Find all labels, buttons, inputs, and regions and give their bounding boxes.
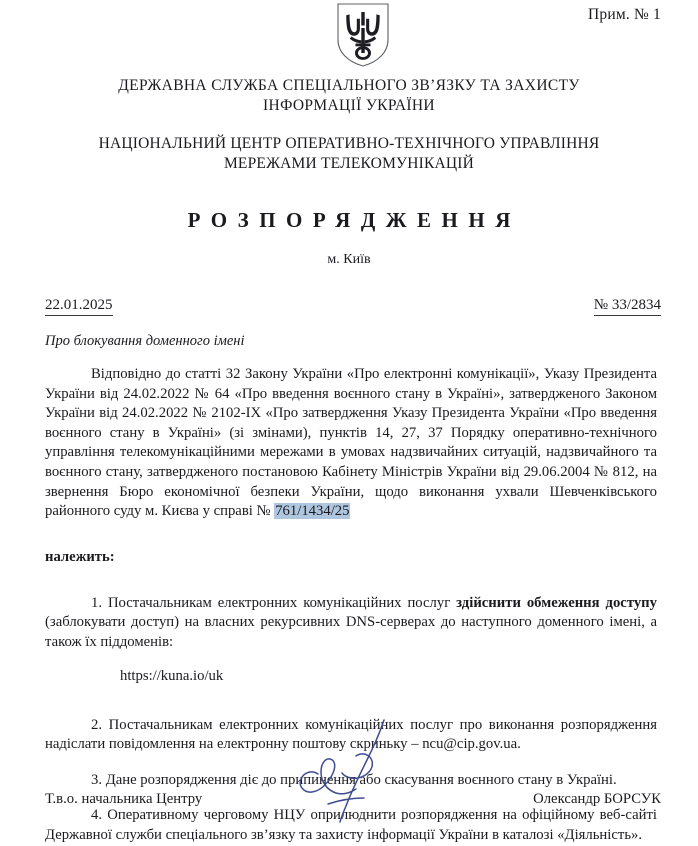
organisation-secondary-title: НАЦІОНАЛЬНИЙ ЦЕНТР ОПЕРАТИВНО-ТЕХНІЧНОГО УПРАВЛІННЯ МЕРЕЖАМИ ТЕЛЕКОМУНІКАЦІЙ — [98, 135, 600, 172]
blocked-url: https://kuna.io/uk — [120, 667, 224, 684]
document-body — [33, 365, 665, 535]
copy-number-label: Прим. № 1 — [587, 6, 661, 23]
preamble-text: Відповідно до статті 32 Закону України «Про електронні комунікації», Указу Президента України від 24.02.2022 № 64 «Про введення воєнного стану в Україні», затвердженого Законом України від 24.02.2022 № 2102-IX «Про затвердження Указу Президента України «Про введення воєнного стану в Україні» (зі змінами), пунктів 14, 27, 37 Порядку оперативно-технічного управління телекомунікаційними мережами в умовах надзвичайних ситуацій, надзвичайного та воєнного стану, затвердженого постановою Кабінету Міністрів України від 29.06.2004 № 812, на звернення Бюро економічної безпеки України, щодо виконання ухвали Шевченківського районного суду м. Києва у справі № — [45, 366, 657, 520]
item-1 — [45, 594, 657, 653]
organisation-primary-title: ДЕРЖАВНА СЛУЖБА СПЕЦІАЛЬНОГО ЗВ’ЯЗКУ ТА ЗАХИСТУ ІНФОРМАЦІЇ УКРАЇНИ — [118, 77, 580, 114]
document-meta-row — [33, 297, 665, 316]
signature-line — [45, 791, 661, 808]
document-city: м. Київ — [327, 252, 371, 267]
document-date: 22.01.2025 — [45, 297, 113, 316]
document-subject: Про блокування доменного імені — [45, 333, 245, 349]
signer-position: Т.в.о. начальника Центру — [45, 791, 203, 807]
document-items — [33, 581, 665, 653]
obligation-lead-word: належить: — [45, 548, 115, 565]
item-3: 3. Дане розпорядження діє до припинення або скасування воєнного стану в Україні. — [91, 771, 617, 788]
signature-area — [33, 718, 665, 808]
signer-name: Олександр БОРСУК — [533, 791, 661, 807]
item-1-suffix: (заблокувати доступ) на власних рекурсивних DNS-серверах до наступного доменного імені, а також їх піддоменів: — [45, 614, 657, 650]
preamble-paragraph — [45, 365, 657, 522]
case-number-highlight: 761/1434/25 — [275, 503, 350, 520]
document-type-title: РОЗПОРЯДЖЕННЯ — [187, 208, 521, 232]
document-header-bar — [33, 0, 665, 68]
item-1-emphasis: здійснити обмеження доступу — [456, 594, 657, 611]
ukraine-coat-of-arms-icon — [335, 2, 391, 68]
organisation-block — [33, 76, 665, 174]
document-number: № 33/2834 — [594, 297, 661, 316]
item-1-prefix: 1. Постачальникам електронних комунікаційних послуг — [91, 594, 457, 611]
item-2: 2. Постачальникам електронних комунікаційних послуг про виконання розпорядження надіслати повідомлення на електронну поштову скриньку – ncu@cip.gov.ua. — [45, 716, 657, 753]
item-4: 4. Оперативному черговому НЦУ оприлюднити розпорядження на офіційному веб-сайті Державної служби спеціального зв’язку та захисту інформації України в каталозі «Діяльність». — [45, 807, 657, 843]
